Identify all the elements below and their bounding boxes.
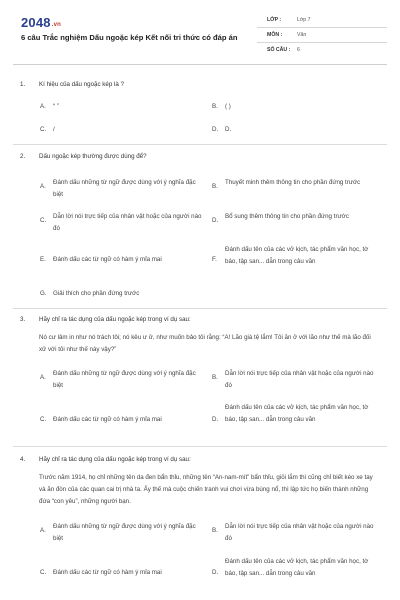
option-letter: A. [40, 374, 46, 381]
option-text: Đánh dấu các từ ngữ có hàm ý mỉa mai [53, 256, 162, 263]
option-letter: A. [40, 527, 46, 534]
question-divider [13, 308, 387, 309]
meta-label: SỐ CÂU : [267, 47, 291, 53]
question-text: Kí hiệu của dấu ngoặc kép là ? [39, 81, 124, 88]
option-text: Dẫn lời nói trực tiếp của nhân vật hoặc của người nào đó [225, 523, 374, 542]
option-letter: D. [212, 416, 219, 423]
option-letter: C. [40, 217, 47, 224]
option-text: Đánh dấu những từ ngữ được dùng với ý nghĩa đặc biệt [53, 179, 196, 198]
question-text: Hãy chỉ ra tác dụng của dấu ngoặc kép trong ví dụ sau: [39, 456, 191, 463]
question-number: 1. [20, 81, 26, 88]
option-text: Dẫn lời nói trực tiếp của nhân vật hoặc của người nào đó [225, 370, 374, 389]
option-letter: B. [212, 183, 218, 190]
option-text: Dẫn lời nói trực tiếp của nhân vật hoặc của người nào đó [53, 213, 202, 232]
site-logo[interactable] [21, 15, 61, 30]
option-letter: B. [212, 374, 218, 381]
option-letter: D. [212, 569, 219, 576]
meta-row-subject [257, 28, 387, 43]
option-letter: E. [40, 256, 46, 263]
question-divider [13, 446, 387, 447]
option-letter: D. [212, 217, 219, 224]
question-passage: Trước năm 1914, họ chỉ những tên da đen bẩn thỉu, những tên “An-nam-mít” bẩn thỉu, giỏi lắm thì cũng chỉ biết kéo xe tay và ăn đòn của các quan cai trị nhà ta. Ấy thế mà cuộc chiến tranh vui chơi vừa bùng nổ, thì lập tức họ biến thành những đứa “con yêu”, những người bạn. [39, 474, 373, 505]
option-text: Đánh dấu những từ ngữ được dùng với ý nghĩa đặc biệt [53, 370, 196, 389]
option-letter: B. [212, 527, 218, 534]
document-header [13, 10, 387, 65]
question-number: 3. [20, 316, 26, 323]
meta-value: Văn [297, 32, 307, 38]
option-text: Đánh dấu tên của các vở kịch, tác phẩm văn học, tờ báo, tập san... dẫn trong câu văn [225, 404, 369, 423]
option-text: Đánh dấu tên của các vở kịch, tác phẩm văn học, tờ báo, tập san... dẫn trong câu văn [225, 246, 369, 265]
question-text: Dấu ngoặc kép thường được dùng để? [39, 153, 147, 160]
option-text: Đánh dấu tên của các vở kịch, tác phẩm văn học, tờ báo, tập san... dẫn trong câu văn [225, 558, 369, 577]
question-passage: Nó cư lâm in như nó trách tôi; nó kêu ư ử, như muốn bảo tôi rằng: “A! Lão già tệ lắm! Tôi ăn ở với lão như thế mà lão đối xử với tôi như thế này vậy?” [39, 334, 371, 353]
option-letter: A. [40, 103, 46, 110]
logo-suffix: .vn [51, 22, 62, 28]
meta-table [257, 13, 387, 58]
option-text: D. [225, 126, 232, 133]
option-letter: D. [212, 126, 219, 133]
option-letter: B. [212, 103, 218, 110]
option-text: Giải thích cho phần đứng trước [53, 290, 140, 297]
question-text: Hãy chỉ ra tác dụng của dấu ngoặc kép trong ví dụ sau: [39, 316, 191, 323]
option-letter: G. [40, 290, 47, 297]
meta-label: MÔN : [267, 32, 283, 38]
option-letter: C. [40, 126, 47, 133]
question-number: 2. [20, 153, 26, 160]
question-number: 4. [20, 456, 26, 463]
question-divider [13, 144, 387, 145]
option-text: Đánh dấu những từ ngữ được dùng với ý nghĩa đặc biệt [53, 523, 196, 542]
logo-text: 2048 [21, 15, 51, 30]
option-letter: F. [212, 256, 217, 263]
option-text: Đánh dấu các từ ngữ có hàm ý mỉa mai [53, 416, 162, 423]
option-letter: A. [40, 183, 46, 190]
option-letter: C. [40, 416, 47, 423]
option-text: / [53, 126, 55, 133]
option-letter: C. [40, 569, 47, 576]
document-title: 6 câu Trắc nghiệm Dấu ngoặc kép Kết nối tri thức có đáp án [21, 33, 238, 42]
option-text: Đánh dấu các từ ngữ có hàm ý mỉa mai [53, 569, 162, 576]
meta-value: Lớp 7 [297, 17, 311, 23]
meta-value: 6 [297, 47, 300, 53]
option-text: Bổ sung thêm thông tin cho phần đứng trước [225, 213, 349, 220]
option-text: “ ” [53, 103, 59, 110]
option-text: ( ) [225, 103, 231, 110]
meta-row-class [257, 13, 387, 28]
meta-row-count [257, 43, 387, 58]
meta-label: LỚP : [267, 17, 282, 23]
option-text: Thuyết minh thêm thông tin cho phần đứng trước [225, 179, 361, 186]
